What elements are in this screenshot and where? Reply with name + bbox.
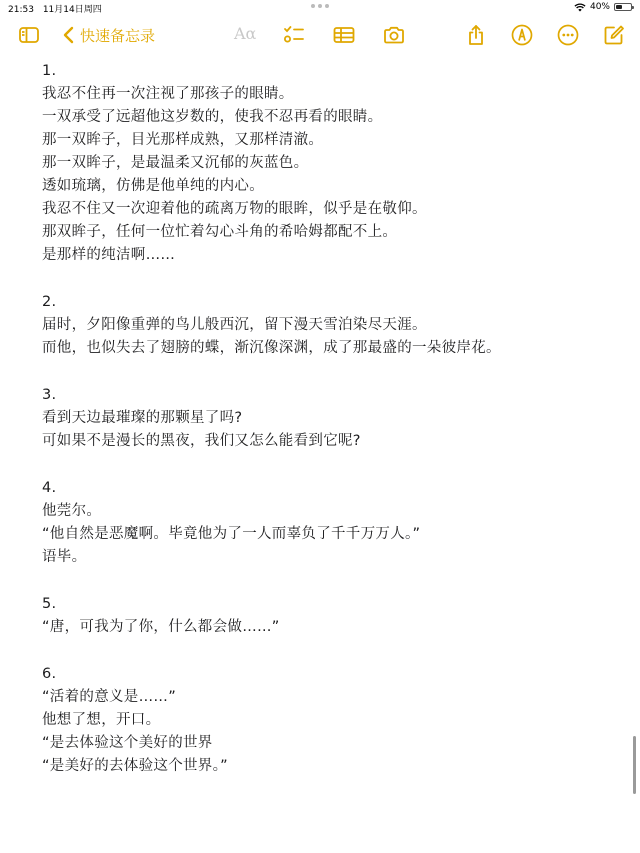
camera-icon[interactable]	[383, 24, 405, 46]
note-line: 他想了想，开口。	[42, 712, 161, 728]
back-button[interactable]	[62, 24, 155, 46]
status-indicators	[574, 2, 632, 12]
note-line: “他自然是恶魔啊。毕竟他为了一人而辜负了千千万万人。”	[42, 526, 421, 542]
note-line: 那一双眸子，目光那样成熟，又那样清澈。	[42, 132, 324, 148]
note-line: 我忍不住再一次注视了那孩子的眼睛。	[42, 86, 294, 102]
section-number: 4.	[42, 480, 57, 496]
compose-icon[interactable]	[603, 24, 625, 46]
status-time-date	[8, 2, 108, 15]
note-line: 届时，夕阳像重弹的鸟儿般西沉，留下漫天雪泊染尽天涯。	[42, 317, 427, 333]
note-line: 可如果不是漫长的黑夜，我们又怎么能看到它呢?	[42, 433, 361, 449]
note-section	[42, 477, 622, 569]
wifi-icon	[574, 3, 586, 12]
section-number: 6.	[42, 666, 57, 682]
section-number: 5.	[42, 596, 57, 612]
multitasking-dots[interactable]	[311, 4, 329, 8]
note-line: “唐，可我为了你，什么都会做……”	[42, 619, 280, 635]
note-line: 一双承受了远超他这岁数的，使我不忍再看的眼睛。	[42, 109, 383, 125]
note-line: 是那样的纯洁啊……	[42, 247, 176, 263]
note-line: 那双眸子，任何一位忙着勾心斗角的希哈姆都配不上。	[42, 224, 398, 240]
share-icon[interactable]	[465, 24, 487, 46]
status-date: 11月14日周四	[42, 5, 102, 15]
checklist-icon[interactable]	[283, 24, 305, 46]
note-line: “活着的意义是……”	[42, 689, 177, 705]
note-line: 看到天边最璀璨的那颗星了吗?	[42, 410, 243, 426]
note-line: 那一双眸子，是最温柔又沉郁的灰蓝色。	[42, 155, 309, 171]
note-line: 他莞尔。	[42, 503, 102, 519]
section-number: 1.	[42, 63, 57, 79]
note-section	[42, 291, 622, 360]
scroll-indicator[interactable]	[633, 736, 636, 794]
note-section	[42, 60, 622, 267]
note-body[interactable]	[42, 60, 622, 802]
more-icon[interactable]	[557, 24, 579, 46]
battery-fill	[616, 5, 622, 9]
note-section	[42, 384, 622, 453]
note-line: 而他，也似失去了翅膀的蝶，渐沉像深渊，成了那最盛的一朵彼岸花。	[42, 340, 501, 356]
note-section	[42, 593, 622, 639]
note-line: 语毕。	[42, 549, 87, 565]
sidebar-icon[interactable]	[18, 24, 40, 46]
note-line: “是美好的去体验这个世界。”	[42, 758, 228, 774]
note-line: “是去体验这个美好的世界	[42, 735, 213, 751]
battery-percent: 40%	[589, 2, 610, 12]
note-toolbar	[0, 18, 640, 52]
markup-icon[interactable]	[511, 24, 533, 46]
back-label: 快速备忘录	[80, 26, 156, 45]
section-number: 3.	[42, 387, 57, 403]
note-section	[42, 663, 622, 778]
battery-icon	[614, 3, 632, 11]
note-line: 我忍不住又一次迎着他的疏离万物的眼眸，似乎是在敬仰。	[42, 201, 427, 217]
chevron-left-icon	[62, 26, 76, 44]
note-line: 透如琉璃，仿佛是他单纯的内心。	[42, 178, 264, 194]
status-time: 21:53	[8, 5, 34, 15]
status-bar	[0, 0, 640, 16]
format-button[interactable]: Aα	[234, 24, 257, 43]
table-icon[interactable]	[333, 24, 355, 46]
section-number: 2.	[42, 294, 57, 310]
